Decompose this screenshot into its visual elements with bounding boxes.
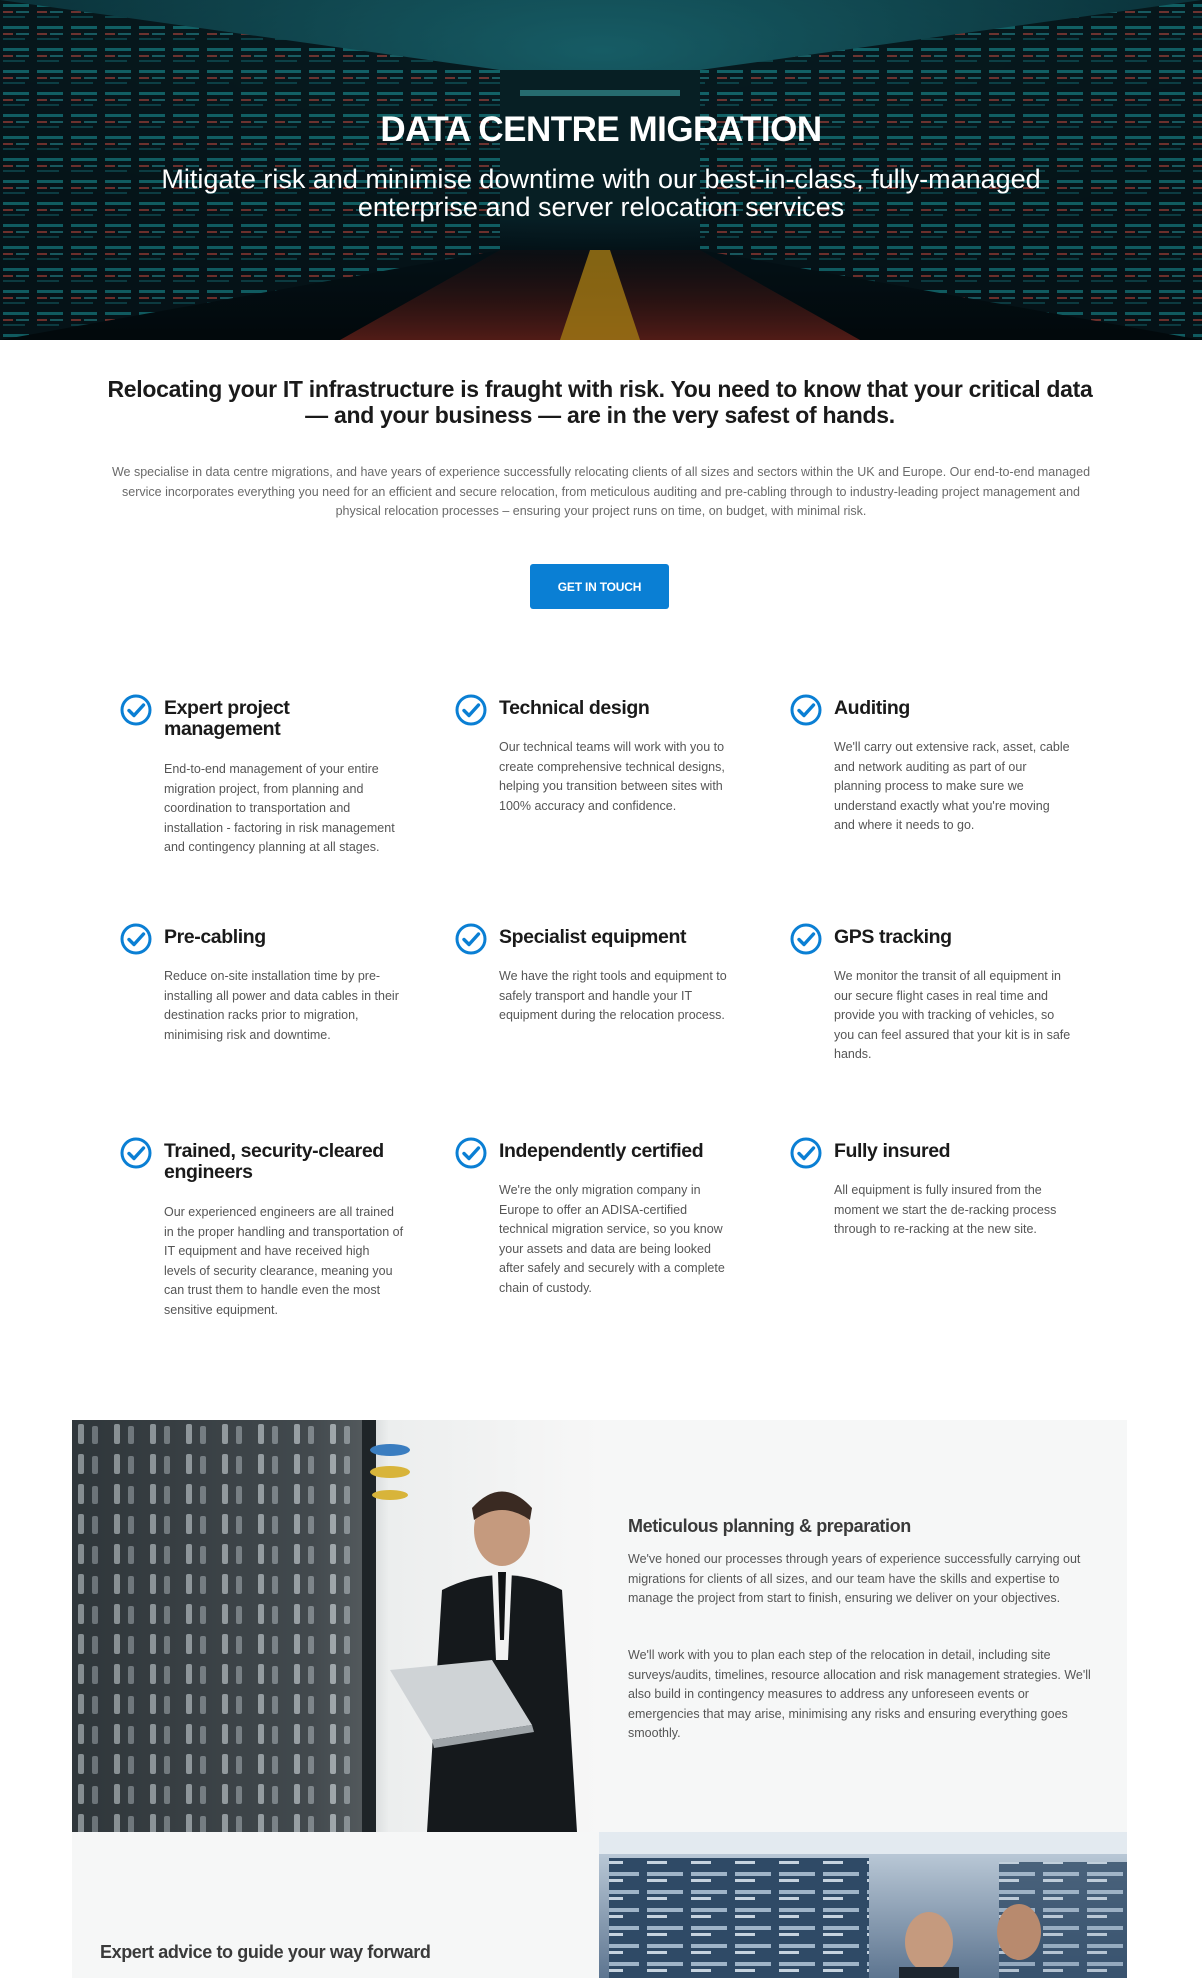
feature-text: We have the right tools and equipment to safely transport and handle your IT equipment during the relocation process.: [499, 969, 727, 1022]
feature-text: We're the only migration company in Europe to offer an ADISA-certified technical migration service, so you know your assets and data are being looked after safely and securely with a complete chain of custody.: [499, 1183, 725, 1295]
check-circle-icon: [120, 923, 152, 955]
feature-title: Auditing: [834, 697, 910, 719]
intro-heading: Relocating your IT infrastructure is fraught with risk. You need to know that your critical data — and your business — are in the very safest of hands.: [107, 376, 1093, 428]
feature-text: All equipment is fully insured from the moment we start the de-racking process through to re-racking at the new site.: [834, 1183, 1057, 1236]
feature-title: GPS tracking: [834, 926, 952, 948]
check-circle-icon: [455, 923, 487, 955]
check-circle-icon: [120, 694, 152, 726]
feature-text: End-to-end management of your entire migration project, from planning and coordination to transportation and installation - factoring in risk management and contingency planning at all stages.: [164, 762, 395, 854]
feature-title: Pre-cabling: [164, 926, 266, 948]
planning-paragraph-1: We've honed our processes through years of experience successfully carrying out migrations for clients of all sizes, and our team have the skills and expertise to manage the project from start to finish, ensuring we deliver on your objectives.: [628, 1552, 1081, 1605]
feature-title: Independently certified: [499, 1140, 704, 1162]
feature-title: Fully insured: [834, 1140, 951, 1162]
engineer-laptop-photo: [72, 1420, 600, 1832]
advice-heading: Expert advice to guide your way forward: [100, 1942, 431, 1962]
check-circle-icon: [455, 1137, 487, 1169]
planning-heading: Meticulous planning & preparation: [628, 1516, 911, 1536]
check-circle-icon: [790, 694, 822, 726]
hero-banner: [0, 0, 1202, 340]
feature-title: Specialist equipment: [499, 926, 687, 948]
technicians-server-photo: [599, 1832, 1127, 1978]
feature-text: Our experienced engineers are all trained in the proper handling and transportation of IT equipment and have received high levels of security clearance, meaning you can trust them to handle even the most sensitive equipment.: [164, 1205, 404, 1317]
feature-title: Trained, security-cleared engineers: [164, 1140, 384, 1183]
feature-text: Reduce on-site installation time by pre-installing all power and data cables in their destination racks prior to migration, minimising risk and downtime.: [164, 969, 399, 1042]
feature-text: We monitor the transit of all equipment in our secure flight cases in real time and provide you with tracking of vehicles, so you can feel assured that your kit is in safe hands.: [834, 969, 1071, 1061]
check-circle-icon: [120, 1137, 152, 1169]
get-in-touch-button[interactable]: GET IN TOUCH: [530, 564, 669, 609]
planning-paragraph-2: We'll work with you to plan each step of the relocation in detail, including site surveys/audits, timelines, resource allocation and risk management strategies. We'll also build in contingency measures to address any unforeseen events or emergencies that may arise, minimising any risks and ensuring everything goes smoothly.: [628, 1648, 1091, 1740]
feature-text: Our technical teams will work with you to create comprehensive technical designs, helping you transition between sites with 100% accuracy and confidence.: [499, 740, 725, 813]
hero-subtitle: Mitigate risk and minimise downtime with our best-in-class, fully-managed enterprise and server relocation services: [161, 164, 1041, 222]
advice-section: [72, 1832, 1127, 1978]
intro-paragraph: We specialise in data centre migrations, and have years of experience successfully relocating clients of all sizes and sectors within the UK and Europe. Our end-to-end managed service incorporates everything you need for an efficient and secure relocation, from meticulous auditing and pre-cabling through to industry-leading project management and physical relocation processes – ensuring your project runs on time, on budget, with minimal risk.: [111, 465, 1091, 518]
check-circle-icon: [455, 694, 487, 726]
check-circle-icon: [790, 923, 822, 955]
check-circle-icon: [790, 1137, 822, 1169]
feature-title: Expert project management: [164, 697, 290, 740]
planning-section: [72, 1420, 1127, 1832]
page-title: DATA CENTRE MIGRATION: [380, 110, 822, 149]
feature-text: We'll carry out extensive rack, asset, cable and network auditing as part of our planning process to make sure we understand exactly what you're moving and where it needs to go.: [834, 740, 1070, 832]
feature-title: Technical design: [499, 697, 650, 719]
